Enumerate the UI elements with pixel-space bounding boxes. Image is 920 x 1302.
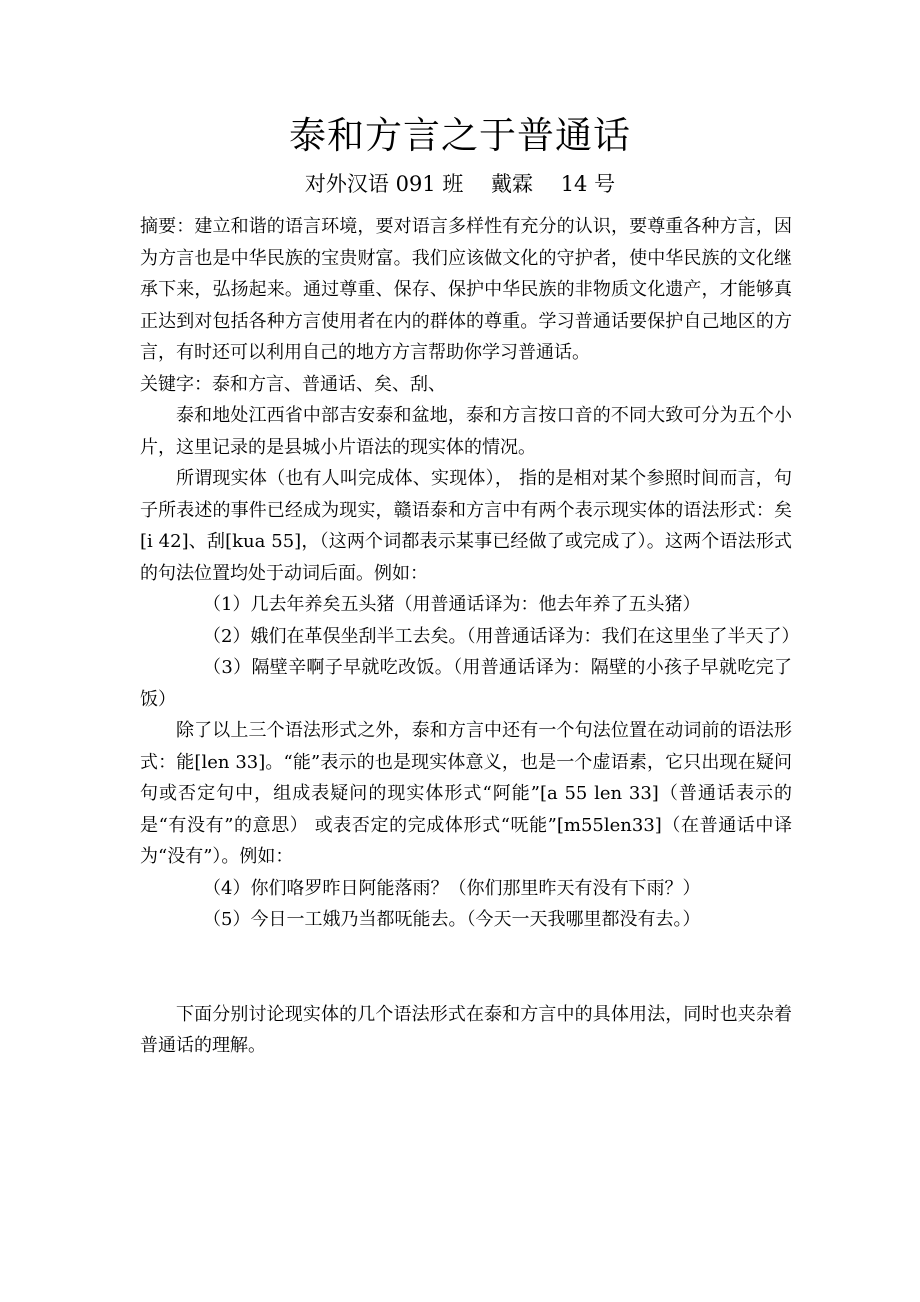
blank-space [140,936,792,999]
example-sentence: （2）娥们在革俣坐刮半工去矣。（用普通话译为：我们在这里坐了半天了） [203,625,800,647]
example-sentence: （4）你们咯罗昨日阿能落雨？（你们那里昨天有没有下雨？） [203,877,701,899]
abstract-paragraph: 摘要：建立和谐的语言环境，要对语言多样性有充分的认识，要尊重各种方言，因为方言也是中华民族的宝贵财富。我们应该做文化的守护者，使中华民族的文化继承下来，弘扬起来。通过尊重、保存、保护中华民族的非物质文化遗产，才能够真正达到对包括各种方言使用者在内的群体的尊重。学习普通话要保护自己地区的方言，有时还可以利用自己的地方方言帮助你学习普通话。 [140,216,792,363]
document-title: 泰和方言之于普通话 [289,114,631,157]
body-paragraph: 泰和地处江西省中部吉安泰和盆地，泰和方言按口音的不同大致可分为五个小片，这里记录的是县城小片语法的现实体的情况。 [140,405,792,458]
document-body [140,211,800,1062]
example-sentence: （5）今日一工娥乃当都呒能去。（今天一天我哪里都没有去。） [203,909,701,930]
example-sentence: （1）几去年养矣五头猪（用普通话译为：他去年养了五头猪） [203,594,701,615]
example-sentence: （3）隔壁辛啊子早就吃改饭。（用普通话译为：隔壁的小孩子早就吃完了饭） [140,657,792,710]
keywords-line: 关键字：泰和方言、普通话、矣、刮、 [140,373,446,395]
body-paragraph: 所谓现实体（也有人叫完成体、实现体）， 指的是相对某个参照时间而言，句子所表述的事件已经成为现实，赣语泰和方言中有两个表示现实体的语法形式：矣[i 42]、刮[kua 55]，（这两个词都表示某事已经做了或完成了）。这两个语法形式的句法位置均处于动词后面。例如： [140,468,792,584]
body-paragraph: 除了以上三个语法形式之外，泰和方言中还有一个句法位置在动词前的语法形式：能[len 33]。“能”表示的也是现实体意义，也是一个虚语素，它只出现在疑问句或否定句中，组成表疑问的现实体形式“阿能”[a 55 len 33]（普通话表示的是“有没有”的意思） 或表否定的完成体形式“呒能”[m55len33]（在普通话中译为“没有”）。例如： [140,720,792,867]
body-paragraph: 下面分别讨论现实体的几个语法形式在泰和方言中的具体用法，同时也夹杂着普通话的理解。 [140,1003,792,1056]
document-subtitle: 对外汉语 091 班 戴霖 14 号 [304,172,616,196]
